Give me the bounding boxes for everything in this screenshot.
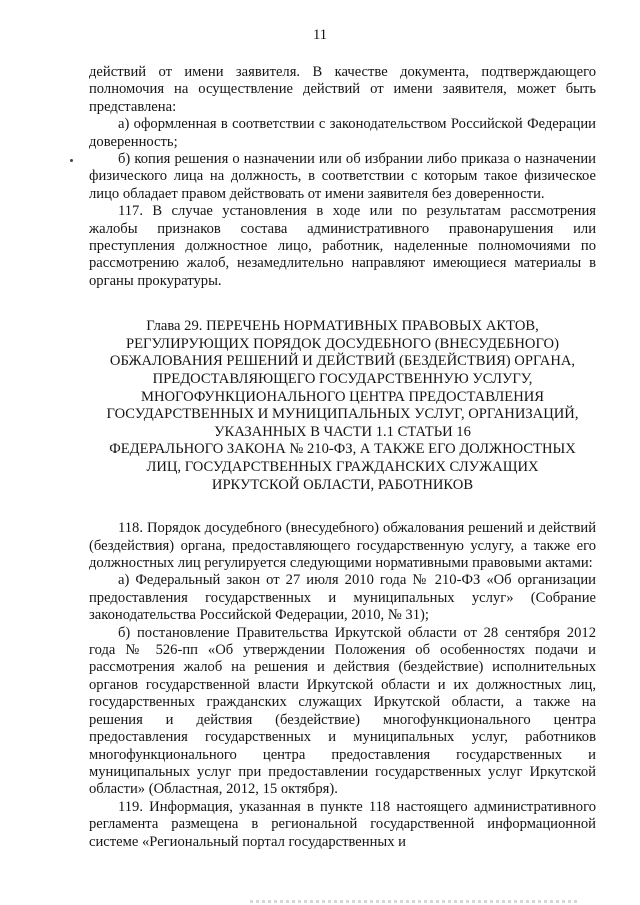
spacer	[89, 290, 596, 318]
paragraph-before-1: а) оформленная в соответствии с законодательством Российской Федерации доверенность;	[89, 116, 596, 150]
paragraph-after-0: 118. Порядок досудебного (внесудебного) обжалования решений и действий (бездействия) органа, предоставляющего государственную услугу, а также его должностных лиц регулируется следующими нормативными правовыми актами:	[89, 520, 596, 572]
scan-dot-mark	[70, 159, 73, 162]
chapter-heading-line: ИРКУТСКОЙ ОБЛАСТИ, РАБОТНИКОВ	[211, 476, 474, 493]
chapter-heading-line: МНОГОФУНКЦИОНАЛЬНОГО ЦЕНТРА ПРЕДОСТАВЛЕНИЯ	[140, 388, 545, 405]
paragraph-after-1: а) Федеральный закон от 27 июля 2010 года № 210-ФЗ «Об организации предоставления государственных и муниципальных услуг» (Собрание законодательства Российской Федерации, 2010, № 31);	[89, 572, 596, 624]
document-body	[89, 64, 596, 851]
paragraph-before-3: 117. В случае установления в ходе или по результатам рассмотрения жалобы признаков состава административного правонарушения или преступления должностное лицо, работник, наделенные полномочиями по рассмотрению жалоб, незамедлительно направляют имеющиеся материалы в органы прокуратуры.	[89, 203, 596, 289]
page-number: 11	[312, 27, 328, 43]
chapter-heading-line: УКАЗАННЫХ В ЧАСТИ 1.1 СТАТЬИ 16	[214, 423, 471, 440]
spacer	[89, 494, 596, 520]
chapter-heading-line: ЛИЦ, ГОСУДАРСТВЕННЫХ ГРАЖДАНСКИХ СЛУЖАЩИХ	[146, 459, 539, 476]
chapter-heading-line: ГОСУДАРСТВЕННЫХ И МУНИЦИПАЛЬНЫХ УСЛУГ, ОРГАНИЗАЦИЙ,	[106, 406, 579, 423]
chapter-heading-line: РЕГУЛИРУЮЩИХ ПОРЯДОК ДОСУДЕБНОГО (ВНЕСУДЕБНОГО)	[126, 335, 559, 352]
scan-edge-mark	[250, 900, 580, 903]
chapter-heading-line: ПРЕДОСТАВЛЯЮЩЕГО ГОСУДАРСТВЕННУЮ УСЛУГУ,	[152, 371, 533, 388]
paragraph-before-2: б) копия решения о назначении или об избрании либо приказа о назначении физического лица на должность, в соответствии с которым такое физическое лицо обладает правом действовать от имени заявителя без доверенности.	[89, 151, 596, 202]
paragraph-after-3: 119. Информация, указанная в пункте 118 настоящего административного регламента размещена в региональной государственной информационной системе «Региональный портал государственных и	[89, 798, 596, 850]
chapter-heading-line: ОБЖАЛОВАНИЯ РЕШЕНИЙ И ДЕЙСТВИЙ (БЕЗДЕЙСТВИЯ) ОРГАНА,	[109, 353, 576, 370]
paragraph-after-2: б) постановление Правительства Иркутской области от 28 сентября 2012 года № 526-пп «Об утверждении Положения об особенностях подачи и рассмотрения жалоб на решения и действия (бездействие) исполнительных органов государственной власти Иркутской области и их должностных лиц, государственных гражданских служащих Иркутской области, а также на решения и действия (бездействие) многофункционального центра предоставления государственных и муниципальных услуг, работников многофункционального центра предоставления государственных и муниципальных услуг при предоставлении государственных услуг Иркутской области» (Областная, 2012, 15 октября).	[89, 624, 596, 798]
paragraph-before-0: действий от имени заявителя. В качестве документа, подтверждающего полномочия на осуществление действий от имени заявителя, может быть представлена:	[89, 64, 596, 115]
chapter-heading-line: Глава 29. ПЕРЕЧЕНЬ НОРМАТИВНЫХ ПРАВОВЫХ АКТОВ,	[146, 318, 539, 335]
chapter-heading-line: ФЕДЕРАЛЬНОГО ЗАКОНА № 210-ФЗ, А ТАКЖЕ ЕГО ДОЛЖНОСТНЫХ	[109, 441, 576, 458]
chapter-heading	[89, 318, 596, 494]
